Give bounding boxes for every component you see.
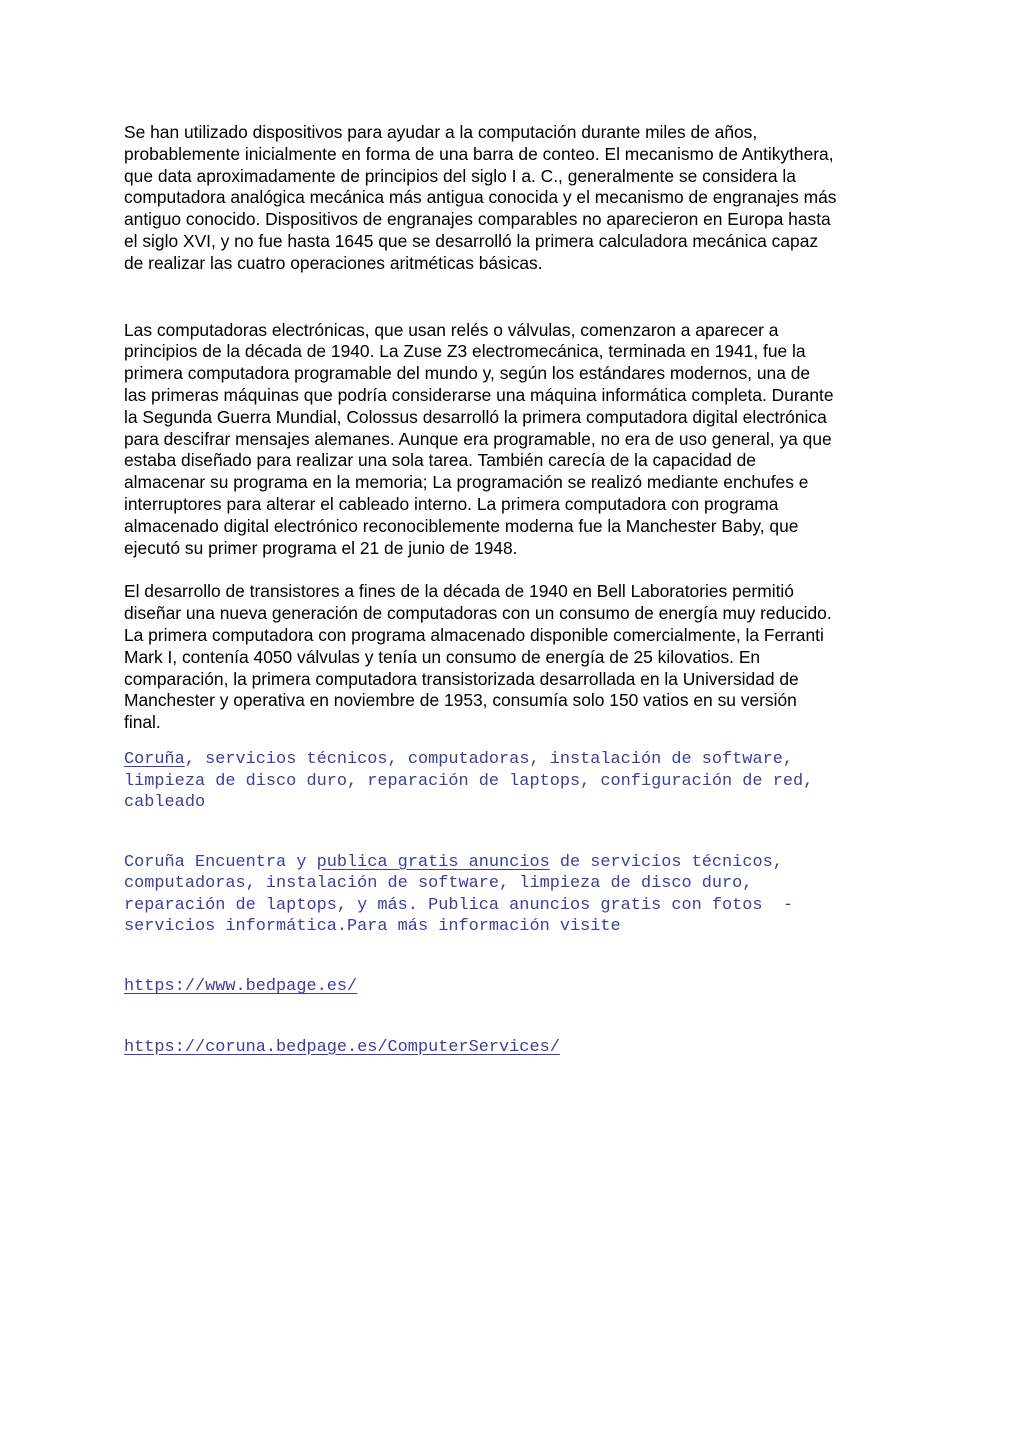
bedpage-link[interactable]: https://www.bedpage.es/ — [124, 977, 358, 997]
paragraph-transistors: El desarrollo de transistores a fines de la década de 1940 en Bell Laboratories permitió diseñar una nueva generación de computadoras con un consumo de energía muy reducido. La primera computadora con programa almacenado disponible comercialmente, la Ferranti Mark I, contenía 4050 válvulas y tenía un consumo de energía de 25 kilovatios. En comparación, la primera computadora transistorizada desarrollada en la Universidad de Manchester y operativa en noviembre de 1953, consumía solo 150 vatios en su versión final. — [124, 581, 832, 733]
bedpage-link-line — [124, 976, 904, 998]
document-page — [124, 122, 904, 1058]
services-text: , servicios técnicos, computadoras, instalación de software, limpieza de disco duro, reparación de laptops, configuración de red, cableado — [124, 749, 814, 813]
paragraph-antikythera: Se han utilizado dispositivos para ayudar a la computación durante miles de años, probablemente inicialmente en forma de una barra de conteo. El mecanismo de Antikythera, que data aproximadamente de principios del siglo I a. C., generalmente se considera la computadora analógica mecánica más antigua conocida y el mecanismo de engranajes más antiguo conocido. Dispositivos de engranajes comparables no aparecieron en Europa hasta el siglo XVI, y no fue hasta 1645 que se desarrolló la primera calculadora mecánica capaz de realizar las cuatro operaciones aritméticas básicas. — [124, 122, 837, 273]
paragraph-electronic-computers: Las computadoras electrónicas, que usan relés o válvulas, comenzaron a aparecer a principios de la década de 1940. La Zuse Z3 electromecánica, terminada en 1941, fue la primera computadora programable del mundo y, según los estándares modernos, una de las primeras máquinas que podría considerarse una máquina informática completa. Durante la Segunda Guerra Mundial, Colossus desarrolló la primera computadora digital electrónica para descifrar mensajes alemanes. Aunque era programable, no era de uso general, ya que estaba diseñado para realizar una sola tarea. También carecía de la capacidad de almacenar su programa en la memoria; La programación se realizó mediante enchufes e interruptores para alterar el cableado interno. La primera computadora con programa almacenado digital electrónico reconociblemente moderna fue la Manchester Baby, que ejecutó su primer programa el 21 de junio de 1948. — [124, 319, 834, 558]
promo-text-after: de servicios técnicos, computadoras, instalación de software, limpieza de disco duro, reparación de laptops, y más. Publica anuncios gratis con fotos - servicios informática.Para más información visite — [124, 852, 793, 937]
services-line — [124, 749, 904, 814]
coruna-link[interactable]: Coruña — [124, 749, 185, 769]
publica-anuncios-link[interactable]: publica gratis anuncios — [316, 852, 550, 872]
computer-services-link-line — [124, 1037, 904, 1059]
computer-services-link[interactable]: https://coruna.bedpage.es/ComputerServices/ — [124, 1037, 560, 1057]
promo-text-before: Coruña Encuentra y — [124, 852, 317, 872]
promo-paragraph — [124, 852, 904, 938]
